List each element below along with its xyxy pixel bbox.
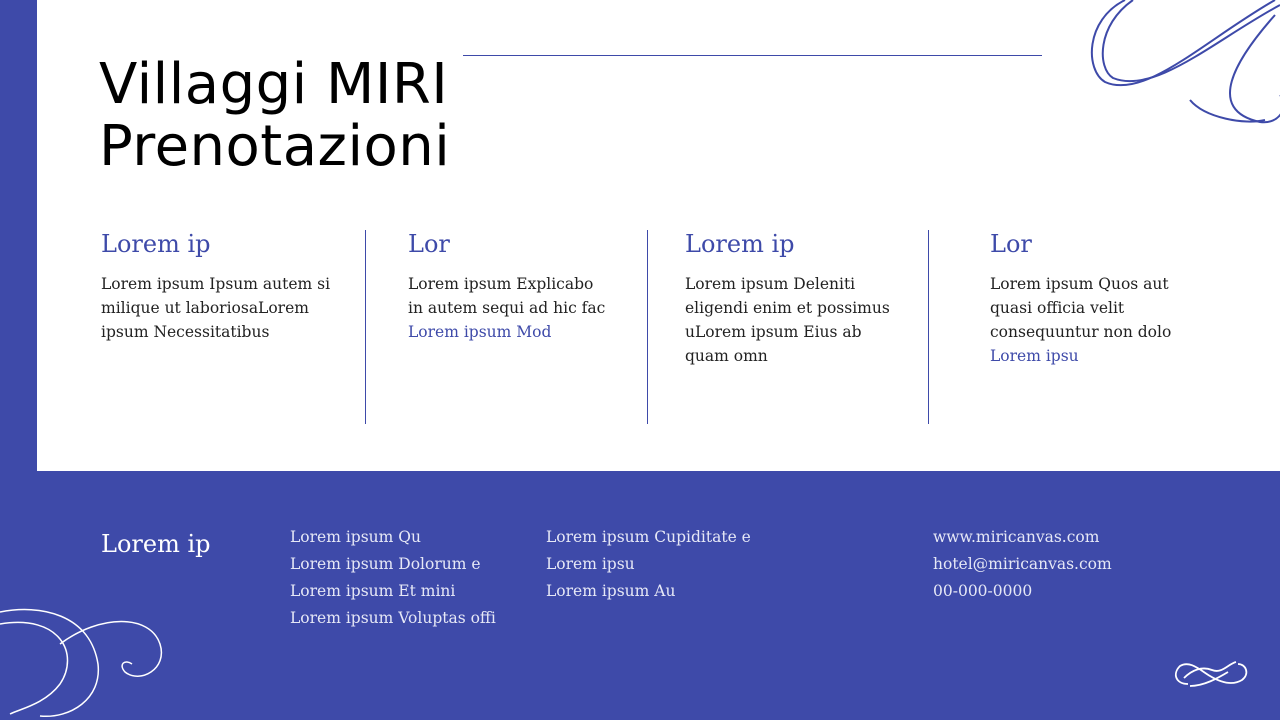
- footer-list-item: Lorem ipsu: [546, 555, 635, 573]
- email-link[interactable]: hotel@miricanvas.com: [933, 555, 1112, 573]
- column-heading: Lor: [990, 230, 1032, 258]
- footer-list-item: Lorem ipsum Et mini: [290, 582, 456, 600]
- flourish-ornament-icon: [1085, 0, 1280, 130]
- info-column-1: [101, 226, 341, 344]
- phone-number: 00-000-0000: [933, 582, 1033, 600]
- footer-list-1: [290, 524, 496, 632]
- flourish-ornament-icon: [0, 604, 170, 720]
- info-column-4: [990, 226, 1205, 368]
- page-title: [99, 54, 450, 178]
- column-link[interactable]: Lorem ipsu: [990, 347, 1079, 365]
- column-divider: [647, 230, 648, 424]
- left-accent-band: [0, 0, 37, 471]
- column-heading: Lorem ip: [685, 230, 795, 258]
- footer-list-item: Lorem ipsum Qu: [290, 528, 421, 546]
- column-body: Lorem ipsum Deleniti eligendi enim et possimus uLorem ipsum Eius ab quam omn: [685, 275, 890, 365]
- footer-list-item: Lorem ipsum Au: [546, 582, 676, 600]
- column-heading: Lor: [408, 230, 450, 258]
- info-column-2: [408, 226, 608, 344]
- footer-list-item: Lorem ipsum Voluptas offi: [290, 609, 496, 627]
- title-line-1: Villaggi MIRI: [99, 52, 449, 117]
- column-divider: [365, 230, 366, 424]
- footer-contact: [933, 524, 1112, 605]
- header-divider: [463, 55, 1042, 56]
- column-body: Lorem ipsum Explicabo in autem sequi ad hic fac: [408, 275, 606, 317]
- footer-list-item: Lorem ipsum Dolorum e: [290, 555, 481, 573]
- title-line-2: Prenotazioni: [99, 114, 451, 179]
- column-body: Lorem ipsum Ipsum autem si milique ut laboriosaLorem ipsum Necessitatibus: [101, 275, 331, 341]
- website-link[interactable]: www.miricanvas.com: [933, 528, 1100, 546]
- flourish-ornament-icon: [1170, 656, 1252, 692]
- footer-list-2: [546, 524, 751, 605]
- column-body: Lorem ipsum Quos aut quasi officia velit consequuntur non dolo: [990, 275, 1172, 341]
- column-heading: Lorem ip: [101, 230, 211, 258]
- footer-list-item: Lorem ipsum Cupiditate e: [546, 528, 751, 546]
- column-link[interactable]: Lorem ipsum Mod: [408, 323, 552, 341]
- info-column-3: [685, 226, 895, 368]
- footer-heading: Lorem ip: [101, 530, 211, 558]
- column-divider: [928, 230, 929, 424]
